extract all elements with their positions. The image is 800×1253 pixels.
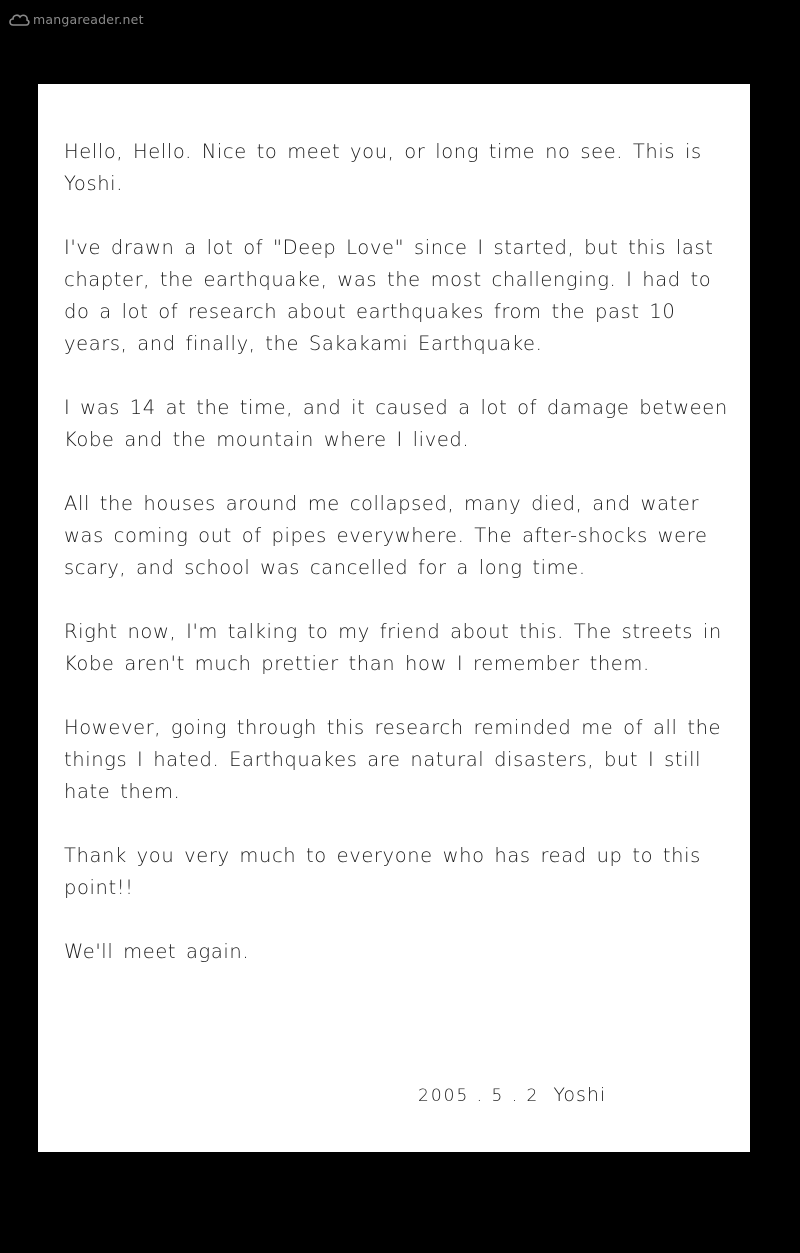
letter-paragraph: Right now, I'm talking to my friend about this. The streets in Kobe aren't much prettier than how I remember them. [64, 620, 722, 675]
letter-paragraph: We'll meet again. [64, 940, 250, 963]
letter-paragraph: Thank you very much to everyone who has read up to this point!! [64, 844, 701, 899]
watermark-text: mangareader.net [33, 11, 144, 27]
cloud-logo-icon [8, 10, 30, 28]
letter-paragraph: However, going through this research reminded me of all the things I hated. Earthquakes are natural disasters, but I still hate them. [64, 716, 722, 803]
letter-paragraph: I've drawn a lot of "Deep Love" since I started, but this last chapter, the earthquake, was the most challenging. I had to do a lot of research about earthquakes from the past 10 years, and finally, the Sakakami Earthquake. [64, 236, 714, 355]
letter-paragraph: Hello, Hello. Nice to meet you, or long time no see. This is Yoshi. [64, 140, 702, 195]
letter-page [38, 84, 750, 1152]
letter-paragraph: I was 14 at the time, and it caused a lot of damage between Kobe and the mountain where I lived. [64, 396, 728, 451]
letter-body [64, 136, 730, 1000]
author-signature: Yoshi [553, 1084, 607, 1106]
watermark [8, 8, 144, 30]
letter-date: 2005 . 5 . 2 [418, 1086, 540, 1106]
signoff [418, 1084, 606, 1106]
letter-paragraph: All the houses around me collapsed, many died, and water was coming out of pipes everywhere. The after-shocks were scary, and school was cancelled for a long time. [64, 492, 708, 579]
